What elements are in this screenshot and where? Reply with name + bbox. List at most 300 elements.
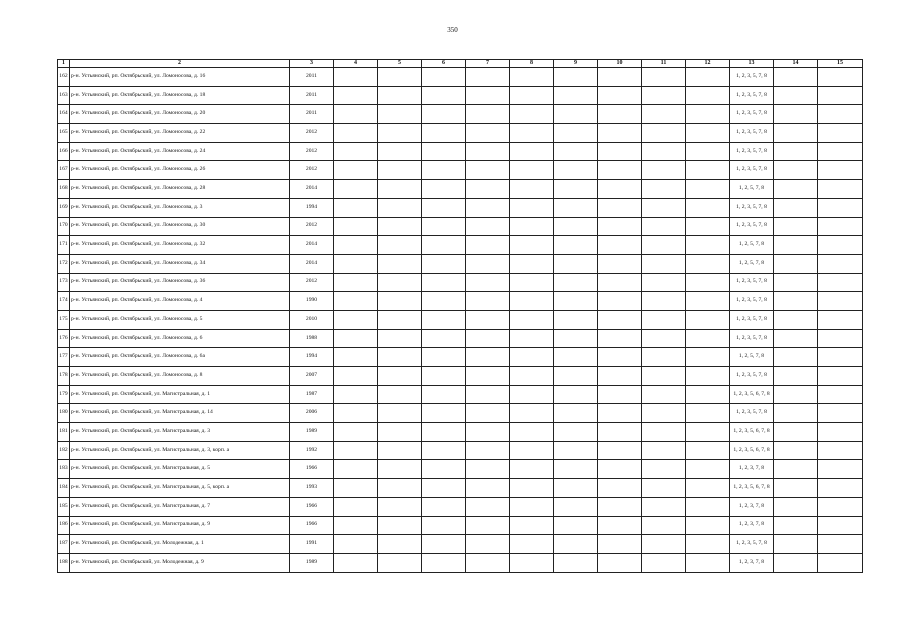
empty-cell	[378, 161, 422, 180]
empty-cell	[642, 292, 686, 311]
empty-cell	[598, 460, 642, 479]
empty-cell	[642, 105, 686, 124]
column-header-11: 11	[642, 60, 686, 68]
empty-cell	[510, 497, 554, 516]
empty-cell	[598, 105, 642, 124]
empty-cell	[510, 423, 554, 442]
column-header-4: 4	[334, 60, 378, 68]
empty-cell	[554, 367, 598, 386]
empty-cell	[642, 423, 686, 442]
empty-cell	[334, 180, 378, 199]
year-cell: 1966	[290, 497, 334, 516]
empty-cell	[510, 180, 554, 199]
empty-cell	[598, 367, 642, 386]
empty-cell	[422, 292, 466, 311]
empty-cell	[422, 217, 466, 236]
table-row	[58, 479, 863, 498]
year-cell: 2012	[290, 142, 334, 161]
empty-cell	[378, 236, 422, 255]
empty-cell	[422, 385, 466, 404]
empty-cell	[378, 553, 422, 572]
year-cell: 2014	[290, 254, 334, 273]
codes-cell: 1, 2, 5, 7, 8	[730, 180, 774, 199]
empty-cell	[774, 236, 818, 255]
empty-cell	[334, 535, 378, 554]
table-row	[58, 273, 863, 292]
address-cell: р-н. Устьянский, рп. Октябрьский, ул. Ломоносова, д. 20	[70, 105, 290, 124]
table-row	[58, 142, 863, 161]
address-cell: р-н. Устьянский, рп. Октябрьский, ул. Ломоносова, д. 8	[70, 367, 290, 386]
row-number-cell: 181	[58, 423, 70, 442]
empty-cell	[774, 217, 818, 236]
empty-cell	[686, 516, 730, 535]
codes-cell: 1, 2, 3, 5, 7, 8	[730, 310, 774, 329]
empty-cell	[818, 105, 863, 124]
empty-cell	[510, 310, 554, 329]
year-cell: 1994	[290, 198, 334, 217]
empty-cell	[554, 460, 598, 479]
empty-cell	[554, 423, 598, 442]
empty-cell	[554, 217, 598, 236]
empty-cell	[598, 423, 642, 442]
empty-cell	[510, 516, 554, 535]
column-header-2: 2	[70, 60, 290, 68]
empty-cell	[774, 423, 818, 442]
empty-cell	[466, 254, 510, 273]
empty-cell	[774, 553, 818, 572]
empty-cell	[466, 497, 510, 516]
empty-cell	[334, 68, 378, 87]
table-row	[58, 105, 863, 124]
empty-cell	[422, 553, 466, 572]
empty-cell	[422, 329, 466, 348]
codes-cell: 1, 2, 3, 5, 6, 7, 8	[730, 479, 774, 498]
empty-cell	[686, 180, 730, 199]
table-row	[58, 348, 863, 367]
row-number-cell: 171	[58, 236, 70, 255]
codes-cell: 1, 2, 5, 7, 8	[730, 254, 774, 273]
empty-cell	[774, 292, 818, 311]
empty-cell	[554, 441, 598, 460]
empty-cell	[554, 310, 598, 329]
row-number-cell: 169	[58, 198, 70, 217]
empty-cell	[642, 516, 686, 535]
empty-cell	[378, 142, 422, 161]
address-cell: р-н. Устьянский, рп. Октябрьский, ул. Ломоносова, д. 6а	[70, 348, 290, 367]
empty-cell	[774, 535, 818, 554]
empty-cell	[466, 329, 510, 348]
year-cell: 1989	[290, 423, 334, 442]
empty-cell	[598, 404, 642, 423]
empty-cell	[642, 348, 686, 367]
empty-cell	[334, 142, 378, 161]
empty-cell	[818, 329, 863, 348]
empty-cell	[774, 404, 818, 423]
empty-cell	[818, 142, 863, 161]
table-row	[58, 497, 863, 516]
empty-cell	[554, 497, 598, 516]
year-cell: 2012	[290, 124, 334, 143]
empty-cell	[510, 535, 554, 554]
empty-cell	[378, 68, 422, 87]
empty-cell	[774, 497, 818, 516]
empty-cell	[598, 198, 642, 217]
empty-cell	[818, 367, 863, 386]
empty-cell	[686, 198, 730, 217]
empty-cell	[818, 198, 863, 217]
empty-cell	[334, 367, 378, 386]
empty-cell	[598, 535, 642, 554]
row-number-cell: 168	[58, 180, 70, 199]
empty-cell	[554, 348, 598, 367]
empty-cell	[378, 423, 422, 442]
year-cell: 1994	[290, 348, 334, 367]
row-number-cell: 176	[58, 329, 70, 348]
year-cell: 2012	[290, 161, 334, 180]
empty-cell	[466, 535, 510, 554]
empty-cell	[554, 105, 598, 124]
codes-cell: 1, 2, 3, 5, 7, 8	[730, 68, 774, 87]
empty-cell	[422, 236, 466, 255]
address-cell: р-н. Устьянский, рп. Октябрьский, ул. Ломоносова, д. 24	[70, 142, 290, 161]
year-cell: 2014	[290, 236, 334, 255]
codes-cell: 1, 2, 3, 5, 7, 8	[730, 198, 774, 217]
row-number-cell: 187	[58, 535, 70, 554]
column-header-12: 12	[686, 60, 730, 68]
empty-cell	[422, 460, 466, 479]
empty-cell	[774, 86, 818, 105]
empty-cell	[686, 535, 730, 554]
empty-cell	[686, 254, 730, 273]
empty-cell	[642, 535, 686, 554]
empty-cell	[598, 516, 642, 535]
empty-cell	[554, 535, 598, 554]
empty-cell	[510, 161, 554, 180]
empty-cell	[554, 479, 598, 498]
empty-cell	[422, 367, 466, 386]
empty-cell	[334, 105, 378, 124]
empty-cell	[422, 273, 466, 292]
column-header-10: 10	[598, 60, 642, 68]
column-header-8: 8	[510, 60, 554, 68]
year-cell: 2014	[290, 180, 334, 199]
empty-cell	[598, 68, 642, 87]
empty-cell	[466, 142, 510, 161]
year-cell: 1990	[290, 292, 334, 311]
empty-cell	[334, 124, 378, 143]
empty-cell	[554, 236, 598, 255]
address-cell: р-н. Устьянский, рп. Октябрьский, ул. Магистральная, д. 3	[70, 423, 290, 442]
row-number-cell: 166	[58, 142, 70, 161]
empty-cell	[378, 329, 422, 348]
empty-cell	[642, 68, 686, 87]
empty-cell	[686, 310, 730, 329]
table-row	[58, 329, 863, 348]
empty-cell	[334, 217, 378, 236]
column-header-13: 13	[730, 60, 774, 68]
empty-cell	[510, 217, 554, 236]
row-number-cell: 179	[58, 385, 70, 404]
row-number-cell: 163	[58, 86, 70, 105]
table-row	[58, 236, 863, 255]
row-number-cell: 172	[58, 254, 70, 273]
empty-cell	[466, 273, 510, 292]
address-cell: р-н. Устьянский, рп. Октябрьский, ул. Ломоносова, д. 36	[70, 273, 290, 292]
empty-cell	[642, 180, 686, 199]
empty-cell	[774, 198, 818, 217]
empty-cell	[818, 236, 863, 255]
empty-cell	[378, 497, 422, 516]
empty-cell	[466, 404, 510, 423]
empty-cell	[774, 105, 818, 124]
empty-cell	[686, 161, 730, 180]
column-header-15: 15	[818, 60, 863, 68]
empty-cell	[598, 553, 642, 572]
row-number-cell: 165	[58, 124, 70, 143]
codes-cell: 1, 2, 5, 7, 8	[730, 236, 774, 255]
empty-cell	[774, 329, 818, 348]
address-cell: р-н. Устьянский, рп. Октябрьский, ул. Магистральная, д. 14	[70, 404, 290, 423]
table-row	[58, 310, 863, 329]
codes-cell: 1, 2, 3, 5, 7, 8	[730, 86, 774, 105]
address-cell: р-н. Устьянский, рп. Октябрьский, ул. Магистральная, д. 5, корп. а	[70, 479, 290, 498]
address-cell: р-н. Устьянский, рп. Октябрьский, ул. Магистральная, д. 7	[70, 497, 290, 516]
empty-cell	[686, 68, 730, 87]
empty-cell	[598, 479, 642, 498]
empty-cell	[334, 329, 378, 348]
empty-cell	[686, 236, 730, 255]
row-number-cell: 162	[58, 68, 70, 87]
empty-cell	[554, 86, 598, 105]
empty-cell	[686, 217, 730, 236]
year-cell: 2010	[290, 310, 334, 329]
empty-cell	[774, 124, 818, 143]
year-cell: 1966	[290, 516, 334, 535]
codes-cell: 1, 2, 3, 5, 6, 7, 8	[730, 441, 774, 460]
empty-cell	[466, 105, 510, 124]
row-number-cell: 182	[58, 441, 70, 460]
empty-cell	[378, 348, 422, 367]
row-number-cell: 185	[58, 497, 70, 516]
table-row	[58, 441, 863, 460]
empty-cell	[466, 86, 510, 105]
empty-cell	[642, 404, 686, 423]
empty-cell	[466, 479, 510, 498]
empty-cell	[774, 348, 818, 367]
empty-cell	[510, 236, 554, 255]
row-number-cell: 174	[58, 292, 70, 311]
empty-cell	[818, 423, 863, 442]
empty-cell	[598, 348, 642, 367]
column-header-7: 7	[466, 60, 510, 68]
empty-cell	[422, 254, 466, 273]
empty-cell	[334, 553, 378, 572]
empty-cell	[422, 86, 466, 105]
empty-cell	[686, 479, 730, 498]
column-header-3: 3	[290, 60, 334, 68]
empty-cell	[818, 68, 863, 87]
row-number-cell: 186	[58, 516, 70, 535]
empty-cell	[774, 460, 818, 479]
empty-cell	[598, 142, 642, 161]
empty-cell	[378, 254, 422, 273]
empty-cell	[510, 441, 554, 460]
empty-cell	[818, 348, 863, 367]
table-row	[58, 254, 863, 273]
empty-cell	[642, 86, 686, 105]
table-row	[58, 198, 863, 217]
row-number-cell: 184	[58, 479, 70, 498]
table-row	[58, 68, 863, 87]
column-header-9: 9	[554, 60, 598, 68]
empty-cell	[466, 385, 510, 404]
column-header-14: 14	[774, 60, 818, 68]
empty-cell	[510, 329, 554, 348]
empty-cell	[466, 423, 510, 442]
address-cell: р-н. Устьянский, рп. Октябрьский, ул. Магистральная, д. 9	[70, 516, 290, 535]
row-number-cell: 164	[58, 105, 70, 124]
empty-cell	[554, 68, 598, 87]
empty-cell	[686, 441, 730, 460]
empty-cell	[466, 460, 510, 479]
empty-cell	[686, 142, 730, 161]
codes-cell: 1, 2, 5, 7, 8	[730, 348, 774, 367]
empty-cell	[554, 516, 598, 535]
empty-cell	[422, 68, 466, 87]
empty-cell	[686, 367, 730, 386]
codes-cell: 1, 2, 3, 7, 8	[730, 497, 774, 516]
year-cell: 1993	[290, 479, 334, 498]
year-cell: 2012	[290, 217, 334, 236]
empty-cell	[378, 310, 422, 329]
empty-cell	[466, 553, 510, 572]
empty-cell	[774, 273, 818, 292]
empty-cell	[598, 497, 642, 516]
empty-cell	[510, 367, 554, 386]
empty-cell	[774, 142, 818, 161]
empty-cell	[598, 310, 642, 329]
codes-cell: 1, 2, 3, 5, 7, 8	[730, 292, 774, 311]
empty-cell	[422, 198, 466, 217]
table-row	[58, 217, 863, 236]
table-row	[58, 404, 863, 423]
address-cell: р-н. Устьянский, рп. Октябрьский, ул. Ломоносова, д. 6	[70, 329, 290, 348]
empty-cell	[510, 292, 554, 311]
address-cell: р-н. Устьянский, рп. Октябрьский, ул. Магистральная, д. 5	[70, 460, 290, 479]
codes-cell: 1, 2, 3, 5, 7, 8	[730, 273, 774, 292]
empty-cell	[598, 292, 642, 311]
empty-cell	[378, 385, 422, 404]
empty-cell	[598, 441, 642, 460]
year-cell: 2007	[290, 367, 334, 386]
address-cell: р-н. Устьянский, рп. Октябрьский, ул. Ломоносова, д. 5	[70, 310, 290, 329]
empty-cell	[554, 198, 598, 217]
empty-cell	[334, 198, 378, 217]
empty-cell	[554, 124, 598, 143]
empty-cell	[686, 86, 730, 105]
empty-cell	[818, 441, 863, 460]
empty-cell	[378, 198, 422, 217]
empty-cell	[554, 329, 598, 348]
empty-cell	[818, 124, 863, 143]
empty-cell	[334, 385, 378, 404]
year-cell: 1988	[290, 329, 334, 348]
empty-cell	[466, 217, 510, 236]
empty-cell	[598, 124, 642, 143]
table-header-row	[58, 60, 863, 68]
empty-cell	[686, 105, 730, 124]
codes-cell: 1, 2, 3, 5, 6, 7, 8	[730, 423, 774, 442]
empty-cell	[818, 516, 863, 535]
empty-cell	[466, 516, 510, 535]
empty-cell	[686, 460, 730, 479]
empty-cell	[642, 385, 686, 404]
year-cell: 2012	[290, 273, 334, 292]
empty-cell	[378, 479, 422, 498]
empty-cell	[422, 105, 466, 124]
column-header-5: 5	[378, 60, 422, 68]
table-row	[58, 86, 863, 105]
empty-cell	[642, 124, 686, 143]
empty-cell	[686, 385, 730, 404]
address-cell: р-н. Устьянский, рп. Октябрьский, ул. Ломоносова, д. 32	[70, 236, 290, 255]
empty-cell	[642, 553, 686, 572]
empty-cell	[510, 348, 554, 367]
empty-cell	[334, 516, 378, 535]
address-cell: р-н. Устьянский, рп. Октябрьский, ул. Магистральная, д. 1	[70, 385, 290, 404]
empty-cell	[510, 385, 554, 404]
empty-cell	[642, 217, 686, 236]
empty-cell	[686, 423, 730, 442]
codes-cell: 1, 2, 3, 7, 8	[730, 460, 774, 479]
codes-cell: 1, 2, 3, 5, 7, 8	[730, 124, 774, 143]
empty-cell	[334, 273, 378, 292]
empty-cell	[466, 161, 510, 180]
empty-cell	[510, 68, 554, 87]
empty-cell	[422, 404, 466, 423]
empty-cell	[598, 254, 642, 273]
empty-cell	[334, 292, 378, 311]
empty-cell	[818, 273, 863, 292]
empty-cell	[598, 329, 642, 348]
empty-cell	[774, 516, 818, 535]
codes-cell: 1, 2, 3, 5, 7, 8	[730, 161, 774, 180]
empty-cell	[466, 348, 510, 367]
address-cell: р-н. Устьянский, рп. Октябрьский, ул. Молодежная, д. 9	[70, 553, 290, 572]
address-cell: р-н. Устьянский, рп. Октябрьский, ул. Ломоносова, д. 26	[70, 161, 290, 180]
year-cell: 2011	[290, 68, 334, 87]
address-cell: р-н. Устьянский, рп. Октябрьский, ул. Ломоносова, д. 4	[70, 292, 290, 311]
row-number-cell: 177	[58, 348, 70, 367]
empty-cell	[510, 479, 554, 498]
empty-cell	[774, 180, 818, 199]
empty-cell	[334, 423, 378, 442]
empty-cell	[378, 273, 422, 292]
empty-cell	[818, 460, 863, 479]
empty-cell	[818, 404, 863, 423]
empty-cell	[466, 367, 510, 386]
empty-cell	[642, 329, 686, 348]
year-cell: 1989	[290, 553, 334, 572]
empty-cell	[334, 404, 378, 423]
table-row	[58, 180, 863, 199]
empty-cell	[510, 105, 554, 124]
table-row	[58, 460, 863, 479]
empty-cell	[598, 273, 642, 292]
row-number-cell: 175	[58, 310, 70, 329]
empty-cell	[818, 292, 863, 311]
table-row	[58, 161, 863, 180]
